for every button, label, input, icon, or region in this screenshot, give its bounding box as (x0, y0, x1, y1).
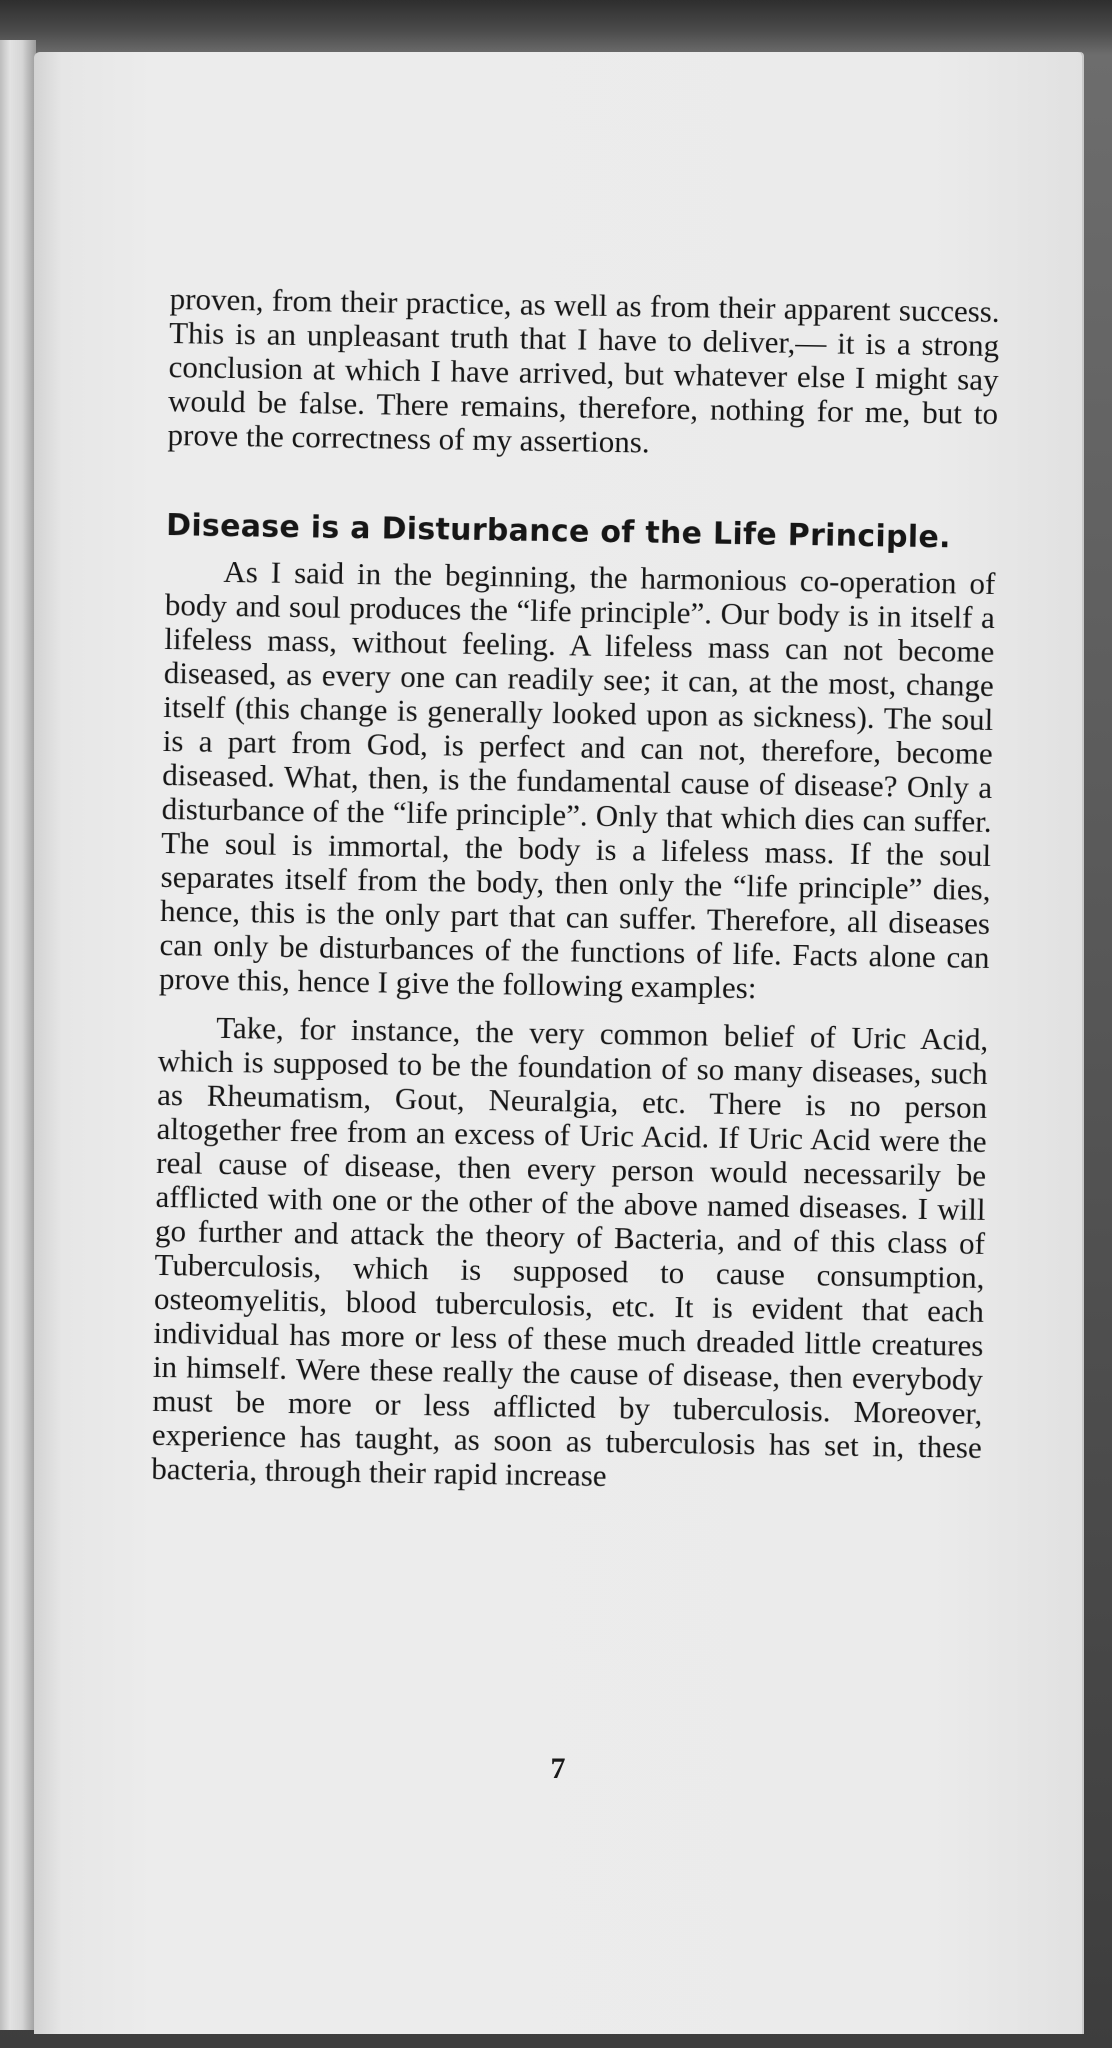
page-number: 7 (550, 1752, 566, 1785)
body-paragraph-2: Take, for instance, the very common belief of Uric Acid, which is supposed to be the foundation of so many diseases, such as Rheumatism, Gout, Neuralgia, etc. There is no person altogether free from an excess of Uric Acid. If Uric Acid were the real cause of disease, then every person would necessarily be afflicted with one or the other of the above named diseases. I will go further and attack the theory of Bacteria, and of this class of Tuberculosis, which is supposed to cause consumption, osteomyelitis, blood tuberculosis, etc. It is evident that each individual has more or less of these much dreaded little creatures in himself. Were these really the cause of disease, then everybody must be more or less afflicted by tuberculosis. Moreover, experience has taught, as soon as tuberculosis has set in, these bacteria, through their rapid increase (151, 1009, 989, 1494)
book-page (34, 52, 1082, 2034)
page-text-block (151, 282, 1000, 1499)
opening-paragraph: proven, from their practice, as well as from their apparent success. This is an unpleasant truth that I have to deliver,— it is a strong conclusion at which I have arrived, but whatever else I might say would be false. There remains, therefore, nothing for me, but to prove the correctness of my assertions. (167, 281, 1000, 460)
section-heading: Disease is a Disturbance of the Life Principle. (165, 507, 952, 556)
book-spine-edge (0, 40, 36, 2030)
body-paragraph-1: As I said in the beginning, the harmonious co-operation of body and soul produces the “life principle”. Our body is in itself a lifeless mass, without feeling. A lifeless mass can not become diseased, as every one can readily see; it can, at the most, change itself (this change is generally looked upon as sickness). The soul is a part from God, is perfect and can not, therefore, become diseased. What, then, is the fundamental cause of disease? Only a disturbance of the “life principle”. Only that which dies can suffer. The soul is immortal, the body is a lifeless mass. If the soul separates itself from the body, then only the “life principle” dies, hence, this is the only part that can suffer. Therefore, all diseases can only be disturbances of the functions of life. Facts alone can prove this, hence I give the following examples: (158, 553, 996, 1006)
